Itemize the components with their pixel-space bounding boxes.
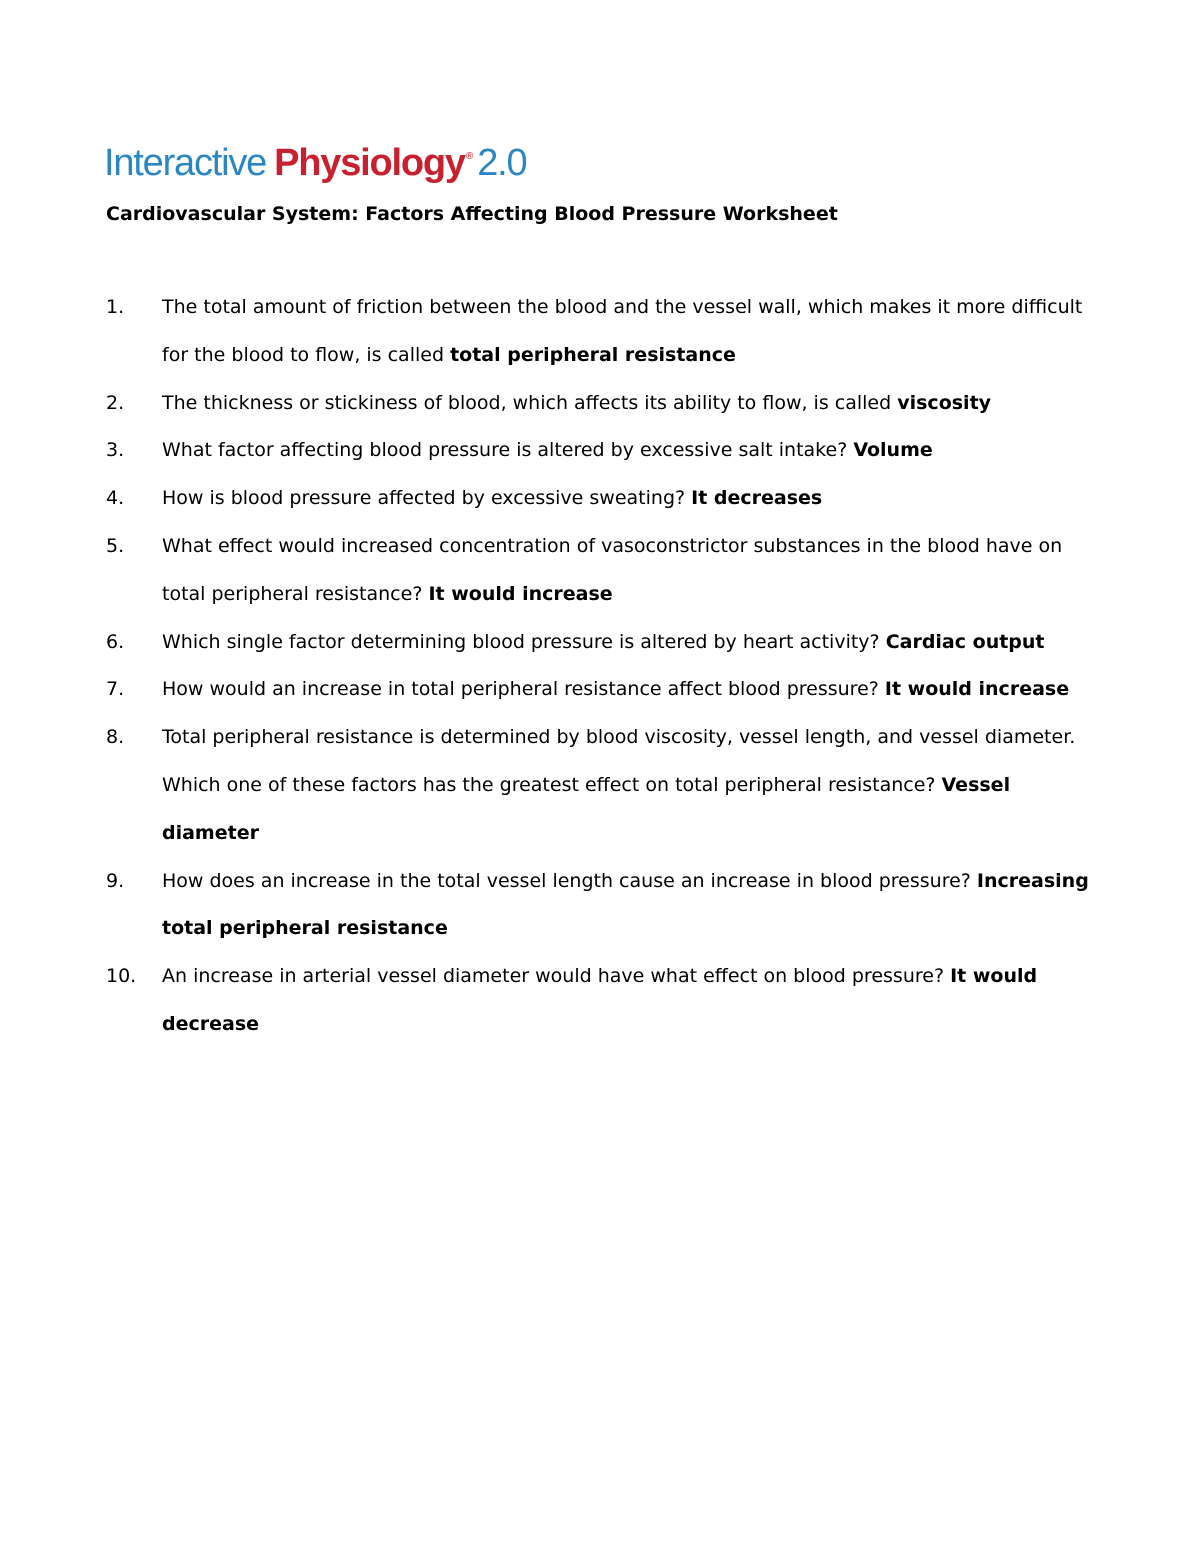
question-number: 5. <box>106 534 125 557</box>
question-text: How would an increase in total peripheral resistance affect blood pressure? <box>162 678 885 701</box>
question-text: How does an increase in the total vessel length cause an increase in blood pressure? <box>162 869 977 892</box>
question-item-10 <box>106 953 1106 1049</box>
question-item-4 <box>106 475 1106 523</box>
question-number: 7. <box>106 678 125 701</box>
question-number: 6. <box>106 630 125 653</box>
question-text: The thickness or stickiness of blood, which affects its ability to flow, is called <box>162 391 898 414</box>
question-answer: Cardiac output <box>885 630 1045 653</box>
question-item-9 <box>106 858 1106 954</box>
question-number: 4. <box>106 487 125 510</box>
question-answer: total peripheral resistance <box>450 343 736 366</box>
question-answer: viscosity <box>897 391 992 414</box>
question-text: The total amount of friction between the blood and the vessel wall, which makes it more difficult for the blood to flow, is called <box>162 296 1083 366</box>
question-text: Which single factor determining blood pressure is altered by heart activity? <box>162 630 886 653</box>
question-item-6 <box>106 619 1106 667</box>
worksheet-title: Cardiovascular System: Factors Affecting Blood Pressure Worksheet <box>106 203 838 225</box>
question-answer: It decreases <box>691 487 823 510</box>
question-number: 2. <box>106 391 125 414</box>
question-text: An increase in arterial vessel diameter would have what effect on blood pressure? <box>162 965 951 988</box>
question-number: 1. <box>106 296 125 318</box>
question-number: 8. <box>106 726 125 749</box>
interactive-physiology-logo <box>104 132 526 182</box>
logo-text-physiology: Physiology <box>274 142 465 184</box>
question-item-2 <box>106 380 1106 428</box>
question-answer: Increasing total peripheral resistance <box>162 869 1089 940</box>
question-number: 9. <box>106 869 125 892</box>
question-number: 10. <box>106 965 137 988</box>
question-item-3 <box>106 427 1106 475</box>
logo-text-version: 2.0 <box>477 142 527 184</box>
question-item-8 <box>106 714 1106 857</box>
logo-registered-mark: ® <box>465 151 474 162</box>
question-item-1 <box>106 284 1106 380</box>
question-number: 3. <box>106 439 125 462</box>
question-text: How is blood pressure affected by excessive sweating? <box>162 487 692 510</box>
question-text: Total peripheral resistance is determined by blood viscosity, vessel length, and vessel diameter. Which one of these factors has the greatest effect on total peripheral resistance? <box>162 726 1076 796</box>
question-answer: It would decrease <box>162 965 1038 1035</box>
question-item-7 <box>106 666 1106 714</box>
question-answer: It would increase <box>428 582 613 605</box>
question-text: What effect would increased concentration of vasoconstrictor substances in the blood have on total peripheral resistance? <box>162 534 1063 605</box>
question-text: What factor affecting blood pressure is altered by excessive salt intake? <box>162 439 854 462</box>
logo-text-interactive: Interactive <box>104 142 267 184</box>
question-list <box>106 284 1106 1049</box>
question-item-5 <box>106 523 1106 619</box>
question-answer: Vessel diameter <box>162 773 1011 844</box>
question-answer: It would increase <box>884 678 1070 701</box>
question-answer: Volume <box>853 439 933 462</box>
